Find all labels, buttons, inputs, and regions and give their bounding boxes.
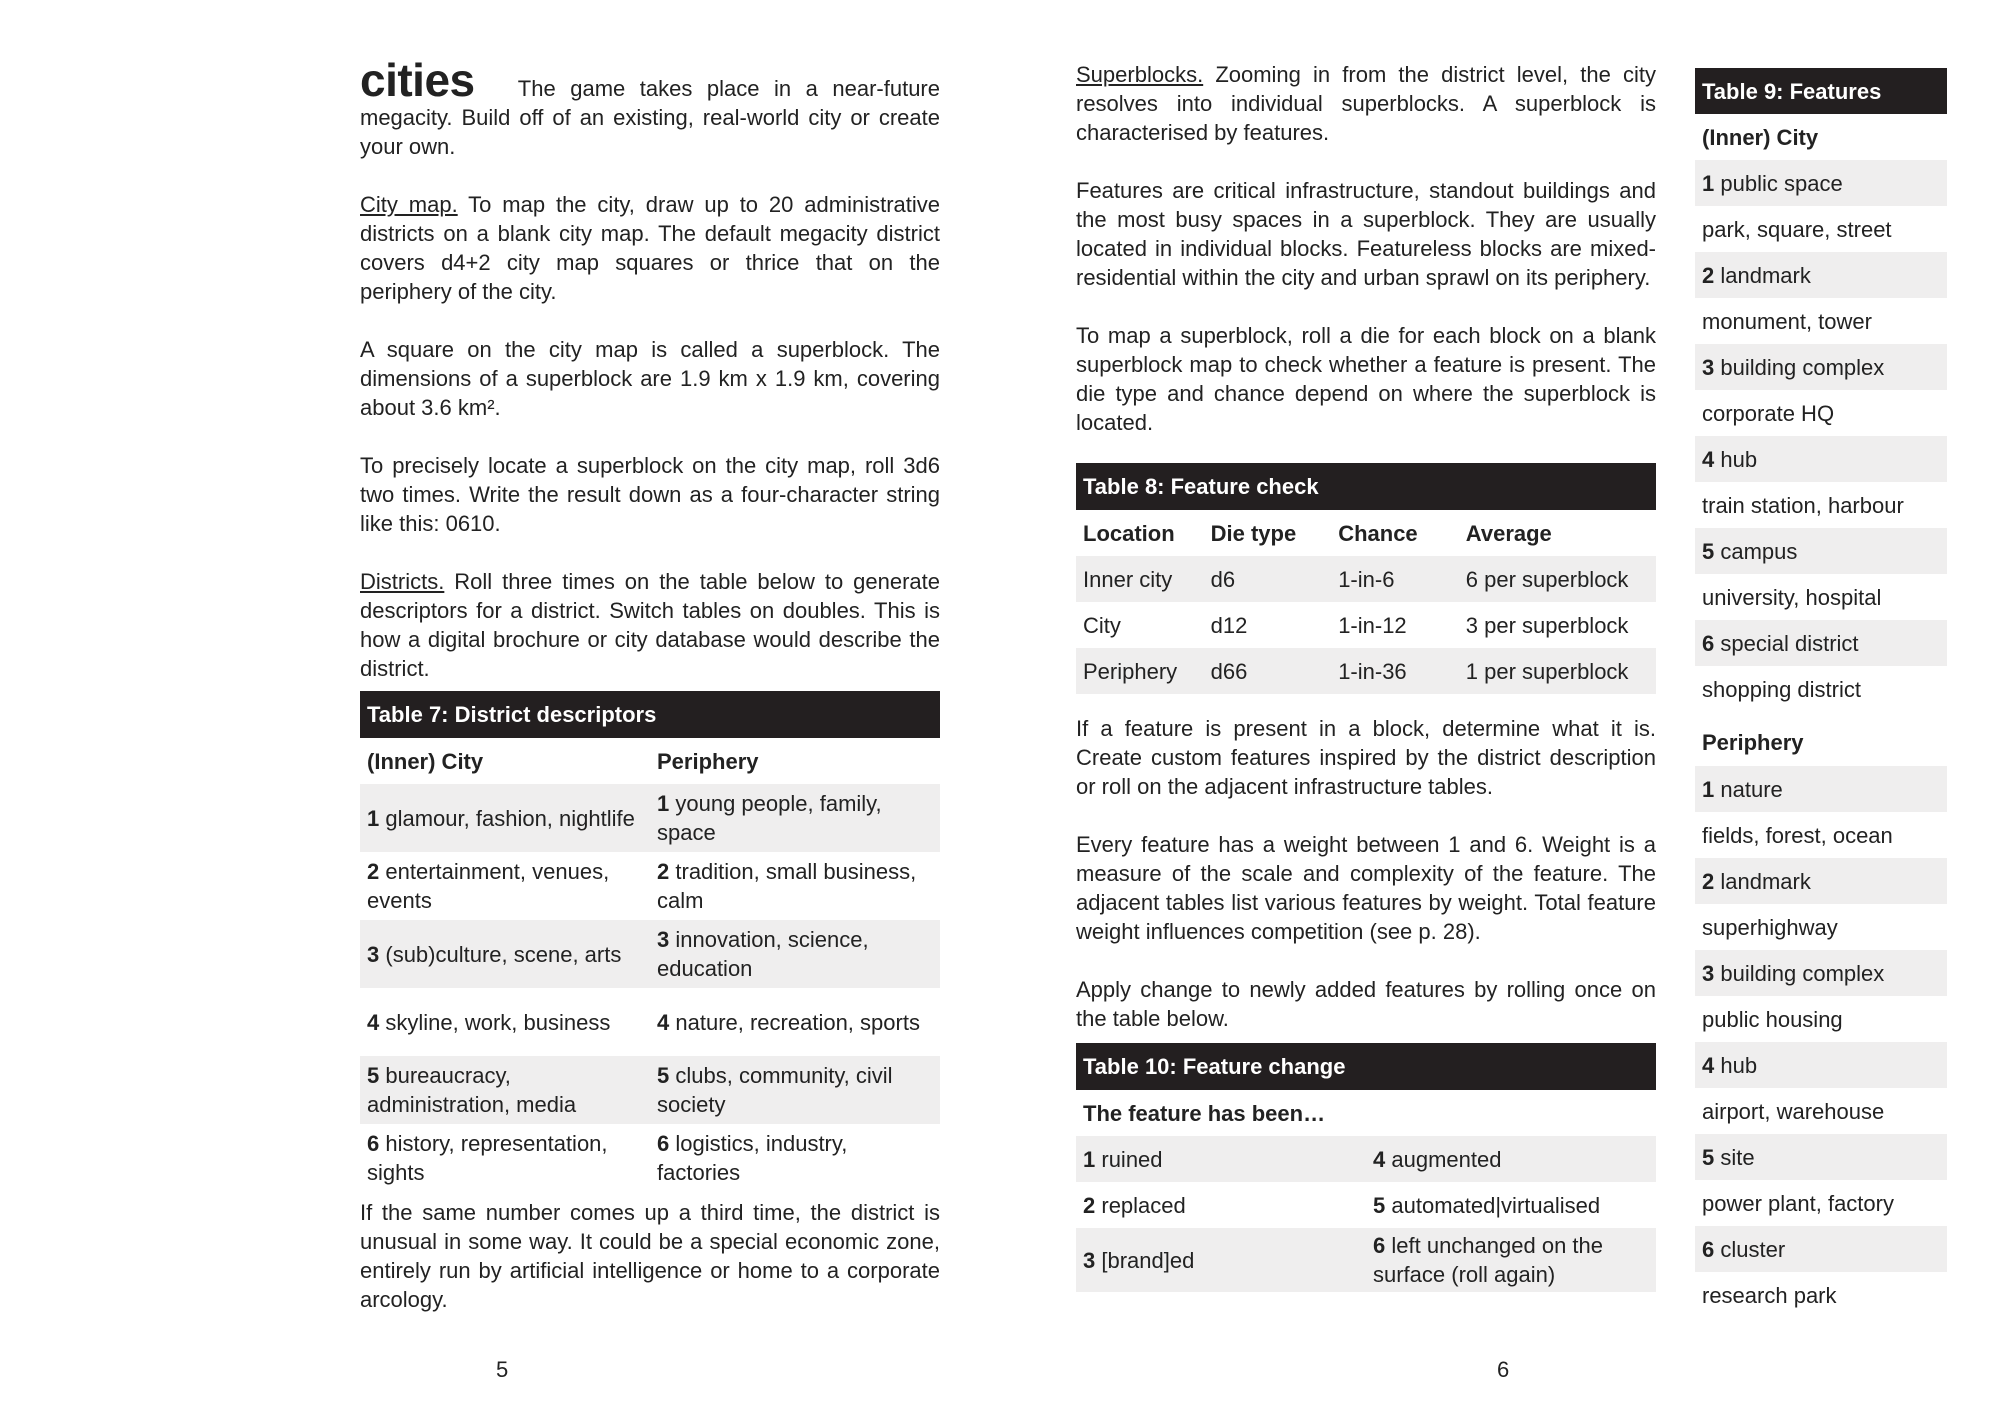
table-cell: 1-in-12	[1338, 612, 1407, 638]
table-9-periphery-heading: Periphery	[1702, 730, 1804, 755]
table-cell: 6 per superblock	[1459, 556, 1656, 602]
locate-paragraph: To precisely locate a superblock on the city map, roll 3d6 two times. Write the result down as a four-character string like this: 0610.	[360, 453, 940, 536]
table-7	[360, 738, 940, 1192]
city-map-paragraph	[360, 190, 940, 306]
table-row	[1076, 1228, 1656, 1292]
table-cell: 1-in-36	[1331, 648, 1459, 694]
feature-type-row: 3 building complex	[1695, 344, 1947, 390]
feature-examples-row: corporate HQ	[1702, 400, 1835, 426]
feature-type-row: 5 site	[1695, 1134, 1947, 1180]
table-row	[1076, 1136, 1656, 1182]
page-5-column	[360, 54, 940, 1314]
weight-paragraph: Every feature has a weight between 1 and 6. Weight is a measure of the scale and complexity of the feature. The adjacent tables list various features by weight. Total feature weight influences competition (see p. 28).	[1076, 832, 1656, 944]
unusual-district-paragraph: If the same number comes up a third time, the district is unusual in some way. It could be a special economic zone, entirely run by artificial intelligence or home to a corporate arcology.	[360, 1200, 940, 1312]
feature-examples-row: shopping district	[1702, 676, 1861, 702]
column-header: The feature has been…	[1083, 1100, 1326, 1126]
table-9-title: Table 9: Features	[1695, 68, 1947, 114]
table-cell: 2 entertainment, venues, events	[367, 859, 610, 913]
table-9	[1695, 68, 1947, 1318]
feature-examples-row: power plant, factory	[1702, 1190, 1894, 1216]
intro-text: The game takes place in a near-future megacity. Build off of an existing, real-world city or create your own.	[360, 76, 940, 159]
feature-type-row: 6 cluster	[1695, 1226, 1947, 1272]
superblock-paragraph: A square on the city map is called a superblock. The dimensions of a superblock are 1.9 km x 1.9 km, covering about 3.6 km².	[360, 337, 940, 420]
feature-type-row: 6 special district	[1695, 620, 1947, 666]
table-7-title: Table 7: District descriptors	[360, 691, 940, 738]
feature-type-row: 5 campus	[1695, 528, 1947, 574]
column-header: (Inner) City	[367, 748, 484, 774]
superblocks-text: Zooming in from the district level, the city resolves into individual superblocks. A superblock is characterised by features.	[1076, 62, 1656, 145]
feature-type-row: 4 hub	[1695, 436, 1947, 482]
feature-present-paragraph: If a feature is present in a block, determine what it is. Create custom features inspired by the district description or roll on the adjacent infrastructure tables.	[1076, 716, 1656, 799]
table-cell: 1 ruined	[1076, 1136, 1366, 1182]
table-cell: 6 left unchanged on the surface (roll again)	[1366, 1228, 1656, 1292]
feature-examples-row: public housing	[1702, 1006, 1843, 1032]
page-number: 6	[1497, 1357, 1510, 1382]
table-header-row	[360, 738, 940, 784]
features-paragraph: Features are critical infrastructure, standout buildings and the most busy spaces in a superblock. They are usually located in individual blocks. Featureless blocks are mixed-residential within the city and urban sprawl on its periphery.	[1076, 178, 1656, 290]
table-8	[1076, 510, 1656, 694]
feature-examples-row: park, square, street	[1702, 216, 1892, 242]
map-superblock-paragraph: To map a superblock, roll a die for each block on a blank superblock map to check whether a feature is present. The die type and chance depend on where the superblock is located.	[1076, 323, 1656, 435]
table-10-title: Table 10: Feature change	[1076, 1043, 1656, 1090]
feature-type-row: 1 public space	[1695, 160, 1947, 206]
feature-examples-row: train station, harbour	[1702, 492, 1904, 518]
table-cell: 3 [brand]ed	[1076, 1228, 1366, 1292]
table-cell: 3 (sub)culture, scene, arts	[360, 920, 650, 988]
feature-examples-row: monument, tower	[1702, 308, 1872, 334]
table-row	[360, 784, 940, 852]
table-cell: 5 clubs, community, civil society	[650, 1056, 940, 1124]
section-heading: cities	[360, 54, 475, 106]
districts-paragraph	[360, 567, 940, 683]
table-cell: 3 innovation, science, education	[650, 920, 940, 988]
table-cell: 1 per superblock	[1459, 648, 1656, 694]
table-row	[1076, 556, 1656, 602]
table-row	[1076, 648, 1656, 694]
feature-examples-row: university, hospital	[1702, 584, 1882, 610]
table-cell: 6 history, representation, sights	[367, 1131, 608, 1185]
apply-change-paragraph: Apply change to newly added features by rolling once on the table below.	[1076, 977, 1656, 1031]
table-cell: Inner city	[1076, 556, 1204, 602]
table-cell: 4 skyline, work, business	[367, 1009, 611, 1035]
table-cell: 5 bureaucracy, administration, media	[360, 1056, 650, 1124]
table-cell: d12	[1210, 612, 1248, 638]
column-header: Periphery	[657, 748, 759, 774]
feature-examples-row: research park	[1702, 1282, 1837, 1308]
table-row	[360, 1124, 940, 1192]
feature-type-row: 2 landmark	[1695, 858, 1947, 904]
page-number: 5	[496, 1357, 509, 1382]
column-header: Average	[1465, 520, 1552, 546]
superblocks-paragraph	[1076, 60, 1656, 147]
page-6-column	[1076, 60, 1656, 1292]
feature-type-row: 1 nature	[1695, 766, 1947, 812]
feature-examples-row: superhighway	[1702, 914, 1838, 940]
table-row	[1076, 602, 1656, 648]
table-cell: 3 per superblock	[1465, 612, 1629, 638]
superblocks-label: Superblocks.	[1076, 62, 1204, 87]
feature-type-row: 4 hub	[1695, 1042, 1947, 1088]
table-cell: Periphery	[1076, 648, 1204, 694]
districts-label: Districts.	[360, 569, 445, 594]
table-cell: 5 automated|virtualised	[1373, 1192, 1601, 1218]
table-cell: d66	[1204, 648, 1332, 694]
feature-examples-row: fields, forest, ocean	[1702, 822, 1893, 848]
column-header: Location	[1083, 520, 1175, 546]
city-map-label: City map.	[360, 192, 458, 217]
feature-type-row: 2 landmark	[1695, 252, 1947, 298]
table-8-title: Table 8: Feature check	[1076, 463, 1656, 510]
table-row	[1076, 1182, 1656, 1228]
table-header-row	[1076, 510, 1656, 556]
column-header: Chance	[1338, 520, 1418, 546]
table-cell: 4 nature, recreation, sports	[657, 1009, 920, 1035]
column-header: Die type	[1210, 520, 1297, 546]
table-cell: 2 tradition, small business, calm	[657, 859, 917, 913]
table-cell: 1-in-6	[1331, 556, 1459, 602]
table-row	[360, 852, 940, 920]
table-10	[1076, 1090, 1656, 1292]
table-row	[360, 988, 940, 1056]
table-header-row	[1076, 1090, 1656, 1136]
table-cell: City	[1083, 612, 1121, 638]
table-row	[360, 920, 940, 988]
feature-examples-row: airport, warehouse	[1702, 1098, 1885, 1124]
intro-paragraph	[360, 54, 940, 161]
table-cell: 1 young people, family, space	[650, 784, 940, 852]
city-map-text: To map the city, draw up to 20 administrative districts on a blank city map. The default megacity district covers d4+2 city map squares or thrice that on the periphery of the city.	[360, 192, 940, 304]
table-row	[360, 1056, 940, 1124]
table-cell: 6 logistics, industry, factories	[657, 1131, 848, 1185]
table-cell: d6	[1204, 556, 1332, 602]
table-cell: 4 augmented	[1366, 1136, 1656, 1182]
table-9-city-heading: (Inner) City	[1702, 124, 1819, 150]
feature-type-row: 3 building complex	[1695, 950, 1947, 996]
table-cell: 2 replaced	[1083, 1192, 1186, 1218]
table-cell: 1 glamour, fashion, nightlife	[360, 784, 650, 852]
districts-text: Roll three times on the table below to generate descriptors for a district. Switch tables on doubles. This is how a digital brochure or city database would describe the district.	[360, 569, 940, 681]
